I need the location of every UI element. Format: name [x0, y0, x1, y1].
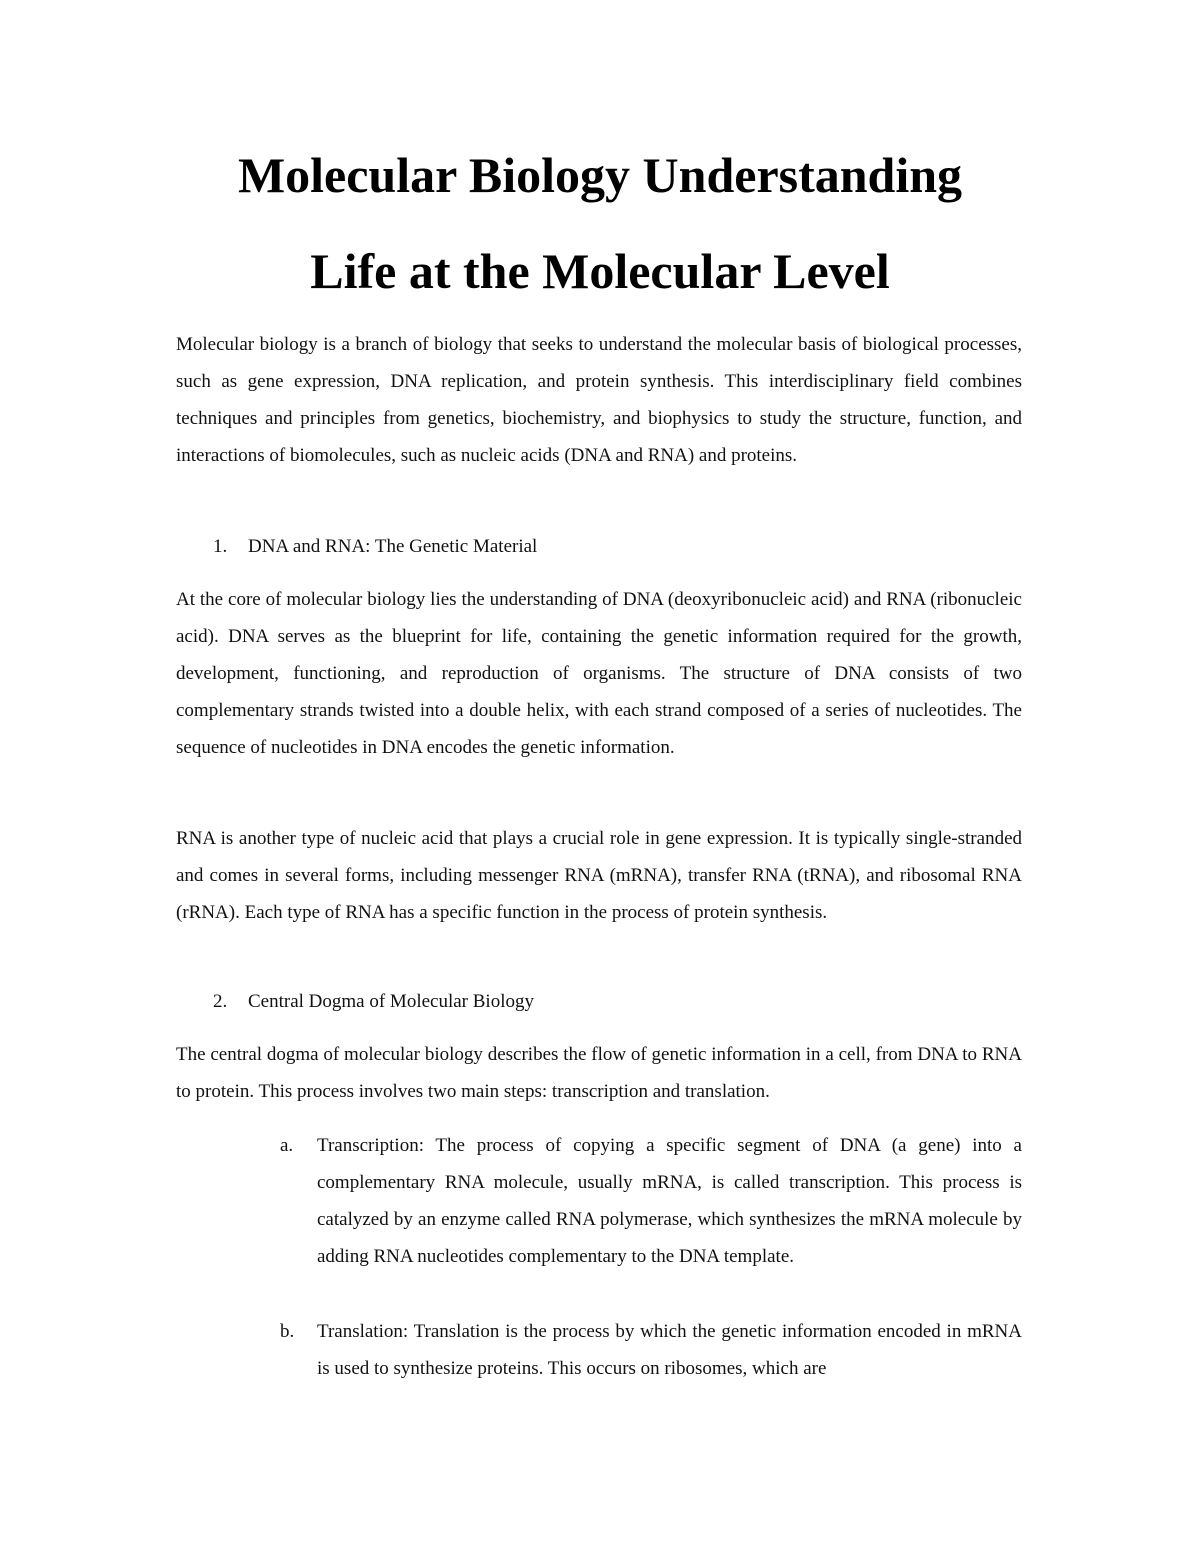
subitem-b-text: Translation: Translation is the process by which the genetic information encoded in mRNA is used to synthesize proteins. This occurs on ribosomes, which are: [317, 1321, 1022, 1379]
subitem-a-marker: a.: [280, 1135, 294, 1156]
section-2-title: Central Dogma of Molecular Biology: [248, 991, 534, 1012]
intro-paragraph: Molecular biology is a branch of biology that seeks to understand the molecular basis of biological processes, such as gene expression, DNA replication, and protein synthesis. This interdisciplinary field combines techniques and principles from genetics, biochemistry, and biophysics to study the structure, function, and interactions of biomolecules, such as nucleic acids (DNA and RNA) and proteins.: [176, 334, 1022, 466]
section-1-paragraph-2: RNA is another type of nucleic acid that plays a crucial role in gene expression. It is typically single-stranded and comes in several forms, including messenger RNA (mRNA), transfer RNA (tRNA), and ribosomal RNA (rRNA). Each type of RNA has a specific function in the process of protein synthesis.: [176, 828, 1022, 923]
title-line-1: Molecular Biology Understanding: [237, 147, 963, 203]
subitem-translation: [280, 1313, 1022, 1387]
section-2-heading: [213, 983, 1013, 1020]
section-2-paragraph-1: The central dogma of molecular biology describes the flow of genetic information in a cell, from DNA to RNA to protein. This process involves two main steps: transcription and translation.: [176, 1044, 1022, 1102]
section-2-number: 2.: [213, 991, 228, 1012]
section-1-number: 1.: [213, 536, 228, 557]
section-1-heading: [213, 528, 1013, 565]
subitem-a-text: Transcription: The process of copying a specific segment of DNA (a gene) into a complementary RNA molecule, usually mRNA, is called transcription. This process is catalyzed by an enzyme called RNA polymerase, which synthesizes the mRNA molecule by adding RNA nucleotides complementary to the DNA template.: [317, 1135, 1022, 1267]
section-1-paragraph-1: At the core of molecular biology lies the understanding of DNA (deoxyribonucleic acid) and RNA (ribonucleic acid). DNA serves as the blueprint for life, containing the genetic information required for the growth, development, functioning, and reproduction of organisms. The structure of DNA consists of two complementary strands twisted into a double helix, with each strand composed of a series of nucleotides. The sequence of nucleotides in DNA encodes the genetic information.: [176, 589, 1022, 758]
section-1-title: DNA and RNA: The Genetic Material: [248, 536, 538, 557]
subitem-transcription: [280, 1127, 1022, 1275]
subitem-b-marker: b.: [280, 1321, 295, 1342]
title-line-2: Life at the Molecular Level: [310, 243, 890, 299]
